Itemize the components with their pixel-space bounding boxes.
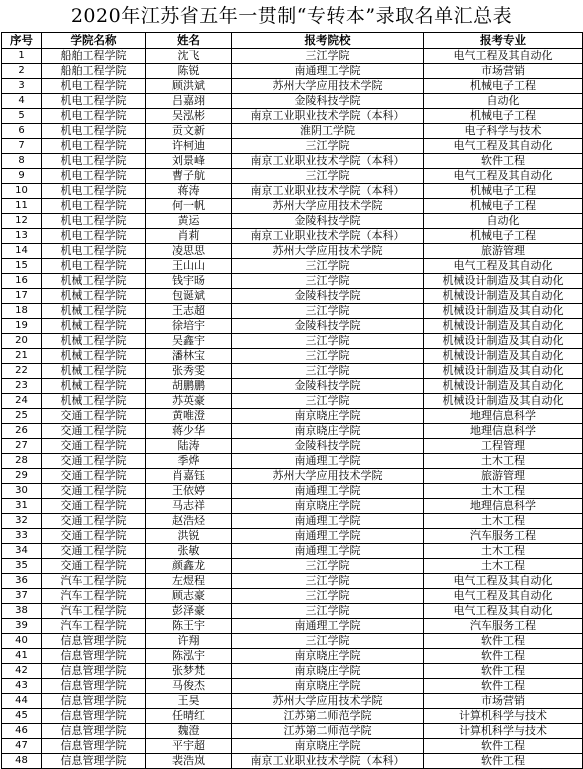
cell-name: 凌思思 <box>146 244 232 259</box>
table-row <box>2 499 583 514</box>
cell-name: 季烨 <box>146 454 232 469</box>
cell-index: 1 <box>2 49 42 64</box>
cell-college: 汽车工程学院 <box>42 589 146 604</box>
cell-index: 14 <box>2 244 42 259</box>
cell-target-major: 计算机科学与技术 <box>424 709 583 724</box>
cell-target-school: 南京工业职业技术学院（本科） <box>232 229 424 244</box>
cell-college: 机电工程学院 <box>42 244 146 259</box>
table-row <box>2 259 583 274</box>
cell-name: 陈锐 <box>146 64 232 79</box>
cell-target-major: 机械设计制造及其自动化 <box>424 334 583 349</box>
cell-college: 机械工程学院 <box>42 394 146 409</box>
cell-target-major: 软件工程 <box>424 154 583 169</box>
table-row <box>2 64 583 79</box>
table-body <box>2 49 583 769</box>
cell-college: 机械工程学院 <box>42 349 146 364</box>
cell-name: 徐培宇 <box>146 319 232 334</box>
cell-name: 顾志豪 <box>146 589 232 604</box>
cell-target-school: 南京晓庄学院 <box>232 739 424 754</box>
cell-target-major: 计算机科学与技术 <box>424 724 583 739</box>
cell-name: 魏澄 <box>146 724 232 739</box>
cell-index: 45 <box>2 709 42 724</box>
cell-target-major: 土木工程 <box>424 454 583 469</box>
table-row <box>2 544 583 559</box>
cell-target-school: 南通理工学院 <box>232 544 424 559</box>
cell-target-school: 苏州大学应用技术学院 <box>232 469 424 484</box>
cell-target-major: 软件工程 <box>424 664 583 679</box>
cell-target-school: 三江学院 <box>232 334 424 349</box>
table-row <box>2 679 583 694</box>
cell-target-school: 三江学院 <box>232 49 424 64</box>
cell-target-major: 软件工程 <box>424 634 583 649</box>
cell-target-school: 三江学院 <box>232 574 424 589</box>
cell-college: 机械工程学院 <box>42 319 146 334</box>
cell-target-major: 旅游管理 <box>424 469 583 484</box>
cell-target-school: 三江学院 <box>232 604 424 619</box>
cell-index: 46 <box>2 724 42 739</box>
cell-index: 48 <box>2 754 42 769</box>
cell-target-school: 南京工业职业技术学院（本科） <box>232 109 424 124</box>
cell-name: 蒋涛 <box>146 184 232 199</box>
cell-college: 机电工程学院 <box>42 169 146 184</box>
cell-index: 40 <box>2 634 42 649</box>
cell-target-major: 电气工程及其自动化 <box>424 574 583 589</box>
cell-target-major: 土木工程 <box>424 484 583 499</box>
cell-target-major: 市场营销 <box>424 64 583 79</box>
header-name: 姓名 <box>146 33 232 49</box>
cell-index: 25 <box>2 409 42 424</box>
cell-target-major: 机械设计制造及其自动化 <box>424 349 583 364</box>
cell-college: 汽车工程学院 <box>42 574 146 589</box>
cell-target-school: 南京晓庄学院 <box>232 679 424 694</box>
cell-index: 6 <box>2 124 42 139</box>
cell-target-school: 南京晓庄学院 <box>232 649 424 664</box>
cell-index: 20 <box>2 334 42 349</box>
cell-target-school: 南通理工学院 <box>232 64 424 79</box>
table-row <box>2 49 583 64</box>
table-row <box>2 754 583 769</box>
cell-college: 机械工程学院 <box>42 364 146 379</box>
cell-index: 38 <box>2 604 42 619</box>
cell-target-school: 淮阴工学院 <box>232 124 424 139</box>
cell-target-school: 三江学院 <box>232 559 424 574</box>
cell-college: 机电工程学院 <box>42 109 146 124</box>
table-row <box>2 289 583 304</box>
cell-college: 机电工程学院 <box>42 124 146 139</box>
cell-college: 船舶工程学院 <box>42 49 146 64</box>
cell-index: 28 <box>2 454 42 469</box>
cell-target-school: 金陵科技学院 <box>232 379 424 394</box>
cell-target-school: 三江学院 <box>232 304 424 319</box>
table-row <box>2 619 583 634</box>
cell-name: 张梦梵 <box>146 664 232 679</box>
cell-index: 7 <box>2 139 42 154</box>
table-row <box>2 604 583 619</box>
cell-name: 马俊杰 <box>146 679 232 694</box>
cell-index: 33 <box>2 529 42 544</box>
cell-target-school: 金陵科技学院 <box>232 214 424 229</box>
cell-name: 蒋少华 <box>146 424 232 439</box>
cell-target-major: 土木工程 <box>424 559 583 574</box>
cell-college: 机电工程学院 <box>42 229 146 244</box>
cell-name: 张秀雯 <box>146 364 232 379</box>
cell-name: 肖嘉钰 <box>146 469 232 484</box>
cell-target-school: 南京晓庄学院 <box>232 499 424 514</box>
cell-index: 15 <box>2 259 42 274</box>
cell-name: 赵浩烃 <box>146 514 232 529</box>
cell-target-school: 三江学院 <box>232 589 424 604</box>
cell-name: 王昊 <box>146 694 232 709</box>
cell-index: 43 <box>2 679 42 694</box>
cell-target-major: 电子科学与技术 <box>424 124 583 139</box>
cell-index: 19 <box>2 319 42 334</box>
cell-college: 机械工程学院 <box>42 274 146 289</box>
cell-target-major: 电气工程及其自动化 <box>424 169 583 184</box>
cell-target-major: 机械电子工程 <box>424 184 583 199</box>
cell-college: 信息管理学院 <box>42 724 146 739</box>
cell-target-school: 南通理工学院 <box>232 454 424 469</box>
cell-college: 交通工程学院 <box>42 424 146 439</box>
cell-index: 23 <box>2 379 42 394</box>
cell-index: 30 <box>2 484 42 499</box>
cell-target-school: 三江学院 <box>232 259 424 274</box>
cell-index: 42 <box>2 664 42 679</box>
cell-target-major: 机械电子工程 <box>424 229 583 244</box>
table-row <box>2 199 583 214</box>
cell-college: 信息管理学院 <box>42 754 146 769</box>
cell-college: 机械工程学院 <box>42 379 146 394</box>
cell-target-school: 金陵科技学院 <box>232 289 424 304</box>
cell-college: 交通工程学院 <box>42 469 146 484</box>
table-row <box>2 454 583 469</box>
cell-index: 12 <box>2 214 42 229</box>
cell-target-major: 软件工程 <box>424 649 583 664</box>
cell-target-school: 南通理工学院 <box>232 619 424 634</box>
cell-name: 许翔 <box>146 634 232 649</box>
cell-college: 汽车工程学院 <box>42 604 146 619</box>
cell-index: 16 <box>2 274 42 289</box>
cell-target-school: 金陵科技学院 <box>232 319 424 334</box>
cell-index: 47 <box>2 739 42 754</box>
table-row <box>2 154 583 169</box>
cell-name: 沈飞 <box>146 49 232 64</box>
header-index: 序号 <box>2 33 42 49</box>
header-target-major: 报考专业 <box>424 33 583 49</box>
table-row <box>2 334 583 349</box>
cell-college: 交通工程学院 <box>42 454 146 469</box>
cell-target-major: 地理信息科学 <box>424 409 583 424</box>
cell-target-school: 三江学院 <box>232 349 424 364</box>
cell-target-major: 土木工程 <box>424 544 583 559</box>
document-title: 2020年江苏省五年一贯制“专转本”录取名单汇总表 <box>70 5 513 27</box>
cell-index: 10 <box>2 184 42 199</box>
cell-target-school: 苏州大学应用技术学院 <box>232 694 424 709</box>
cell-index: 44 <box>2 694 42 709</box>
cell-target-major: 自动化 <box>424 94 583 109</box>
cell-target-major: 地理信息科学 <box>424 499 583 514</box>
cell-target-major: 电气工程及其自动化 <box>424 139 583 154</box>
cell-college: 交通工程学院 <box>42 529 146 544</box>
table-row <box>2 229 583 244</box>
cell-target-major: 机械设计制造及其自动化 <box>424 319 583 334</box>
cell-target-major: 机械电子工程 <box>424 109 583 124</box>
cell-target-major: 机械设计制造及其自动化 <box>424 379 583 394</box>
cell-index: 35 <box>2 559 42 574</box>
table-row <box>2 394 583 409</box>
table-row <box>2 94 583 109</box>
cell-name: 刘景峰 <box>146 154 232 169</box>
cell-name: 任晴红 <box>146 709 232 724</box>
cell-college: 交通工程学院 <box>42 409 146 424</box>
cell-college: 交通工程学院 <box>42 439 146 454</box>
table-row <box>2 559 583 574</box>
cell-target-major: 机械电子工程 <box>424 199 583 214</box>
cell-target-major: 机械设计制造及其自动化 <box>424 289 583 304</box>
cell-name: 平宇超 <box>146 739 232 754</box>
table-row <box>2 634 583 649</box>
cell-target-major: 自动化 <box>424 214 583 229</box>
table-row <box>2 709 583 724</box>
cell-target-major: 机械设计制造及其自动化 <box>424 364 583 379</box>
cell-name: 马志祥 <box>146 499 232 514</box>
table-row <box>2 244 583 259</box>
cell-target-school: 三江学院 <box>232 394 424 409</box>
cell-index: 18 <box>2 304 42 319</box>
header-target-school: 报考院校 <box>232 33 424 49</box>
cell-college: 交通工程学院 <box>42 499 146 514</box>
cell-target-school: 三江学院 <box>232 364 424 379</box>
cell-college: 信息管理学院 <box>42 634 146 649</box>
cell-target-school: 江苏第二师范学院 <box>232 724 424 739</box>
cell-name: 许柯迪 <box>146 139 232 154</box>
table-row <box>2 724 583 739</box>
cell-name: 张敏 <box>146 544 232 559</box>
table-row <box>2 424 583 439</box>
cell-target-school: 南通理工学院 <box>232 484 424 499</box>
cell-college: 信息管理学院 <box>42 679 146 694</box>
cell-college: 信息管理学院 <box>42 709 146 724</box>
cell-name: 胡鹏鹏 <box>146 379 232 394</box>
cell-name: 彭泽豪 <box>146 604 232 619</box>
cell-college: 信息管理学院 <box>42 739 146 754</box>
cell-index: 8 <box>2 154 42 169</box>
cell-college: 信息管理学院 <box>42 649 146 664</box>
cell-college: 机电工程学院 <box>42 199 146 214</box>
cell-name: 颜鑫龙 <box>146 559 232 574</box>
cell-college: 机械工程学院 <box>42 334 146 349</box>
cell-name: 王志超 <box>146 304 232 319</box>
cell-target-major: 机械设计制造及其自动化 <box>424 304 583 319</box>
table-row <box>2 304 583 319</box>
header-college: 学院名称 <box>42 33 146 49</box>
cell-target-major: 机械设计制造及其自动化 <box>424 394 583 409</box>
cell-name: 何一帆 <box>146 199 232 214</box>
cell-target-school: 江苏第二师范学院 <box>232 709 424 724</box>
cell-name: 吴泓彬 <box>146 109 232 124</box>
cell-name: 曹子航 <box>146 169 232 184</box>
cell-college: 机械工程学院 <box>42 289 146 304</box>
table-row <box>2 349 583 364</box>
cell-target-major: 软件工程 <box>424 739 583 754</box>
cell-college: 机电工程学院 <box>42 94 146 109</box>
cell-college: 机电工程学院 <box>42 214 146 229</box>
cell-target-school: 苏州大学应用技术学院 <box>232 199 424 214</box>
cell-target-major: 电气工程及其自动化 <box>424 49 583 64</box>
cell-target-school: 南京工业职业技术学院（本科） <box>232 154 424 169</box>
cell-index: 13 <box>2 229 42 244</box>
table-row <box>2 589 583 604</box>
cell-target-school: 三江学院 <box>232 634 424 649</box>
cell-name: 裴浩岚 <box>146 754 232 769</box>
table-row <box>2 214 583 229</box>
cell-index: 3 <box>2 79 42 94</box>
table-row <box>2 109 583 124</box>
table-row <box>2 694 583 709</box>
cell-name: 顾洪斌 <box>146 79 232 94</box>
cell-name: 吴鑫宇 <box>146 334 232 349</box>
cell-index: 37 <box>2 589 42 604</box>
cell-target-major: 汽车服务工程 <box>424 619 583 634</box>
table-row <box>2 379 583 394</box>
table-row <box>2 364 583 379</box>
table-row <box>2 649 583 664</box>
cell-index: 17 <box>2 289 42 304</box>
cell-college: 船舶工程学院 <box>42 64 146 79</box>
table-row <box>2 574 583 589</box>
cell-name: 包诞斌 <box>146 289 232 304</box>
cell-college: 交通工程学院 <box>42 544 146 559</box>
cell-index: 5 <box>2 109 42 124</box>
cell-target-major: 电气工程及其自动化 <box>424 589 583 604</box>
cell-index: 24 <box>2 394 42 409</box>
cell-target-major: 市场营销 <box>424 694 583 709</box>
cell-target-major: 地理信息科学 <box>424 424 583 439</box>
cell-college: 机电工程学院 <box>42 184 146 199</box>
cell-target-school: 三江学院 <box>232 139 424 154</box>
cell-name: 黄运 <box>146 214 232 229</box>
cell-target-major: 机械电子工程 <box>424 79 583 94</box>
table-row <box>2 319 583 334</box>
cell-name: 陆涛 <box>146 439 232 454</box>
cell-target-major: 电气工程及其自动化 <box>424 259 583 274</box>
cell-index: 2 <box>2 64 42 79</box>
cell-college: 交通工程学院 <box>42 484 146 499</box>
cell-college: 信息管理学院 <box>42 664 146 679</box>
cell-target-school: 南京工业职业技术学院（本科） <box>232 184 424 199</box>
table-row <box>2 139 583 154</box>
cell-target-school: 南京工业职业技术学院（本科） <box>232 754 424 769</box>
cell-name: 肖莉 <box>146 229 232 244</box>
cell-college: 机电工程学院 <box>42 139 146 154</box>
cell-college: 信息管理学院 <box>42 694 146 709</box>
cell-name: 王依婷 <box>146 484 232 499</box>
cell-college: 交通工程学院 <box>42 559 146 574</box>
cell-index: 41 <box>2 649 42 664</box>
admission-table <box>1 32 583 769</box>
cell-name: 左煜程 <box>146 574 232 589</box>
cell-name: 钱宇旸 <box>146 274 232 289</box>
cell-college: 机电工程学院 <box>42 79 146 94</box>
cell-target-school: 三江学院 <box>232 169 424 184</box>
cell-target-major: 工程管理 <box>424 439 583 454</box>
cell-college: 交通工程学院 <box>42 514 146 529</box>
cell-target-major: 软件工程 <box>424 679 583 694</box>
cell-target-major: 软件工程 <box>424 754 583 769</box>
cell-target-school: 金陵科技学院 <box>232 94 424 109</box>
table-row <box>2 79 583 94</box>
cell-college: 机电工程学院 <box>42 259 146 274</box>
cell-target-major: 电气工程及其自动化 <box>424 604 583 619</box>
cell-index: 39 <box>2 619 42 634</box>
cell-name: 贡文新 <box>146 124 232 139</box>
cell-index: 9 <box>2 169 42 184</box>
cell-index: 21 <box>2 349 42 364</box>
table-row <box>2 514 583 529</box>
cell-index: 22 <box>2 364 42 379</box>
cell-target-major: 汽车服务工程 <box>424 529 583 544</box>
cell-index: 29 <box>2 469 42 484</box>
table-row <box>2 169 583 184</box>
cell-name: 陈泓宇 <box>146 649 232 664</box>
cell-index: 32 <box>2 514 42 529</box>
table-row <box>2 274 583 289</box>
table-row <box>2 439 583 454</box>
cell-name: 陈王宇 <box>146 619 232 634</box>
cell-college: 机械工程学院 <box>42 304 146 319</box>
table-header-row <box>2 33 583 49</box>
cell-name: 潘林宝 <box>146 349 232 364</box>
cell-target-school: 南京晓庄学院 <box>232 424 424 439</box>
cell-name: 吕嘉翊 <box>146 94 232 109</box>
table-row <box>2 469 583 484</box>
cell-index: 36 <box>2 574 42 589</box>
cell-college: 汽车工程学院 <box>42 619 146 634</box>
cell-target-school: 苏州大学应用技术学院 <box>232 244 424 259</box>
cell-target-school: 南通理工学院 <box>232 529 424 544</box>
cell-college: 机电工程学院 <box>42 154 146 169</box>
cell-index: 27 <box>2 439 42 454</box>
cell-name: 黄唯澄 <box>146 409 232 424</box>
cell-target-school: 金陵科技学院 <box>232 439 424 454</box>
cell-target-school: 苏州大学应用技术学院 <box>232 79 424 94</box>
table-row <box>2 409 583 424</box>
table-row <box>2 529 583 544</box>
cell-target-major: 旅游管理 <box>424 244 583 259</box>
cell-target-school: 三江学院 <box>232 274 424 289</box>
table-row <box>2 484 583 499</box>
table-row <box>2 739 583 754</box>
cell-index: 31 <box>2 499 42 514</box>
cell-index: 11 <box>2 199 42 214</box>
table-row <box>2 124 583 139</box>
cell-target-major: 机械设计制造及其自动化 <box>424 274 583 289</box>
cell-target-major: 土木工程 <box>424 514 583 529</box>
cell-name: 苏英豪 <box>146 394 232 409</box>
cell-name: 洪锐 <box>146 529 232 544</box>
table-row <box>2 664 583 679</box>
cell-target-school: 南京晓庄学院 <box>232 664 424 679</box>
table-row <box>2 184 583 199</box>
cell-index: 26 <box>2 424 42 439</box>
cell-index: 34 <box>2 544 42 559</box>
cell-index: 4 <box>2 94 42 109</box>
cell-name: 王山山 <box>146 259 232 274</box>
cell-target-school: 南京晓庄学院 <box>232 409 424 424</box>
cell-target-school: 南通理工学院 <box>232 514 424 529</box>
